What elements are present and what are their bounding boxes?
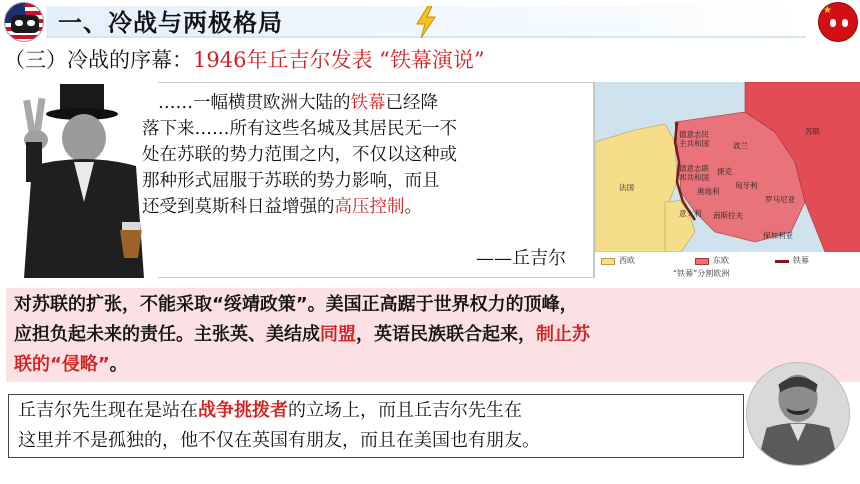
- map-label-romania: 罗马尼亚: [765, 195, 795, 204]
- speech-line-3: 处在苏联的势力范围之内，不仅以这种或: [142, 145, 457, 165]
- ussr-flag-icon: ★: [818, 2, 858, 42]
- us-stance-text: [14, 290, 854, 380]
- map-legend: [595, 252, 860, 278]
- legend-east: 东欧: [713, 256, 729, 265]
- lightning-icon: [414, 6, 438, 38]
- legend-west: 西欧: [619, 256, 635, 265]
- us-line-2: 应担负起未来的责任。主张英、美结成同盟，英语民族联合起来，制止苏: [14, 324, 590, 345]
- map-label-bulgaria: 保加利亚: [763, 231, 793, 240]
- legend-west-swatch: [601, 258, 615, 265]
- churchill-speech: [142, 90, 582, 220]
- legend-east-swatch: [695, 258, 709, 265]
- keyword-stop-ussr: 制止苏: [536, 324, 590, 345]
- speech-line-4: 那种形式屈服于苏联的势力影响，而且: [142, 171, 440, 191]
- map-label-austria: 奥地利: [697, 187, 720, 196]
- map-label-france: 法国: [619, 183, 634, 192]
- page-title: 一、冷战与两极格局: [58, 9, 283, 37]
- map-label-poland: 波兰: [733, 141, 748, 150]
- section-subtitle: [4, 44, 485, 76]
- keyword-warmonger: 战争挑拨者: [198, 400, 288, 421]
- churchill-photo: [4, 82, 158, 278]
- stalin-quote-text: [18, 396, 738, 456]
- keyword-iron-curtain: 铁幕: [350, 93, 386, 113]
- us-flag-icon: [4, 2, 44, 42]
- speech-line-2: 落下来……所有这些名城及其居民无一不: [142, 119, 457, 139]
- europe-map: [594, 82, 860, 278]
- stalin-photo: [746, 362, 850, 466]
- stalin-line-2: 这里并不是孤独的，他不仅在英国有朋友，而且在美国也有朋友。: [18, 430, 540, 451]
- speech-line-5: 还受到莫斯科日益增强的高压控制。: [142, 197, 422, 217]
- speech-line-1: ……一幅横贯欧洲大陆的铁幕已经降: [158, 93, 438, 113]
- legend-curtain: 铁幕: [793, 256, 809, 265]
- subtitle-prefix: （三）冷战的序幕：: [4, 48, 193, 72]
- us-line-3: 联的“侵略”。: [14, 354, 128, 375]
- keyword-alliance: 同盟: [320, 324, 356, 345]
- speech-signature: ——丘吉尔: [476, 248, 566, 269]
- map-label-ussr: 苏联: [805, 127, 820, 136]
- map-label-czech: 捷克: [717, 167, 732, 176]
- subtitle-highlight: 1946年丘吉尔发表 “铁幕演说”: [193, 48, 485, 72]
- map-caption: “铁幕”分割欧洲: [673, 269, 730, 278]
- keyword-high-pressure-control: 高压控制: [334, 197, 405, 217]
- map-label-italy: 意大利: [679, 209, 702, 218]
- map-label-east-germany: 德意志民主共和国: [679, 130, 709, 148]
- legend-curtain-swatch: [775, 260, 789, 263]
- stalin-line-1: 丘吉尔先生现在是站在战争挑拨者的立场上，而且丘吉尔先生在: [18, 400, 522, 421]
- map-label-west-germany: 德意志联邦共和国: [679, 164, 709, 182]
- us-line-1: 对苏联的扩张，不能采取“绥靖政策”。美国正高踞于世界权力的顶峰，: [14, 294, 578, 315]
- map-label-yugoslavia: 南斯拉夫: [713, 211, 743, 220]
- map-label-hungary: 匈牙利: [735, 181, 758, 190]
